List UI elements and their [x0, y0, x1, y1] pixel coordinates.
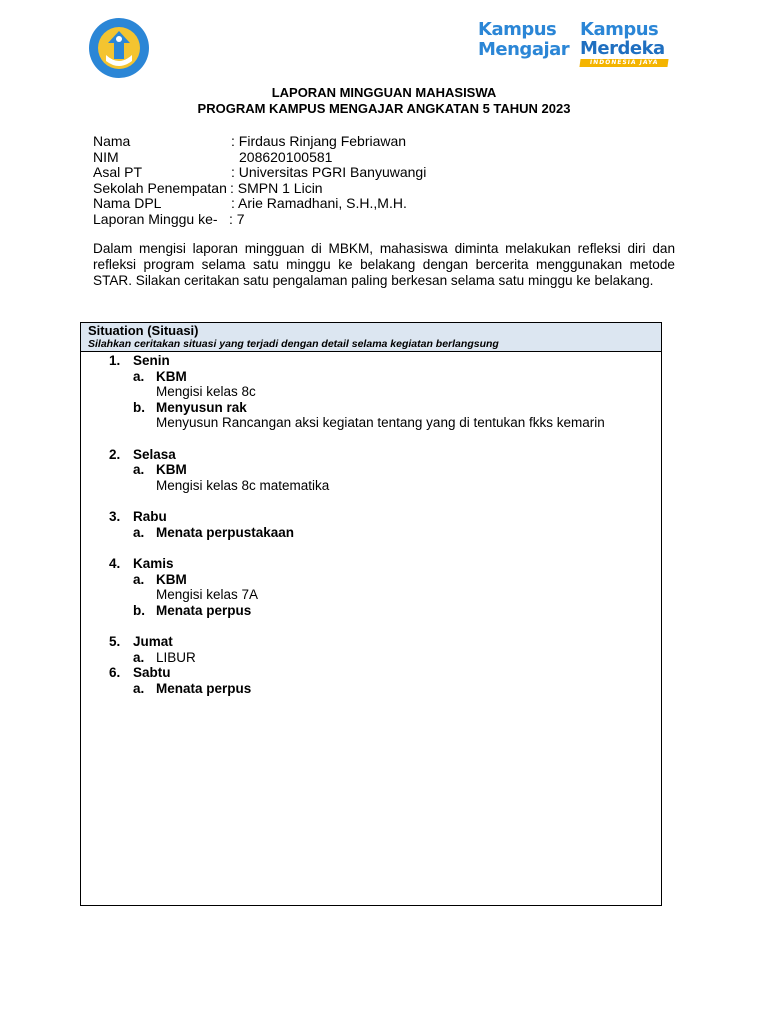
report-subtitle: PROGRAM KAMPUS MENGAJAR ANGKATAN 5 TAHUN 2023: [197, 101, 571, 116]
item-title: KBM: [156, 368, 187, 384]
day-name: Kamis: [133, 556, 174, 571]
day-number: 1.: [109, 353, 121, 368]
kampus-mengajar-line1: Kampus: [478, 19, 557, 40]
situation-instruction: Silahkan ceritakan situasi yang terjadi dengan detail selama kegiatan berlangsung: [88, 338, 499, 350]
day-name: Senin: [133, 353, 170, 368]
day-name: Sabtu: [133, 665, 171, 680]
item-title: Menyusun rak: [156, 399, 247, 415]
kampus-merdeka-logo: [580, 20, 674, 67]
item-letter: b.: [133, 399, 145, 415]
kampus-mengajar-logo: [478, 20, 576, 60]
tut-wuri-handayani-logo: [88, 17, 150, 79]
item-letter: a.: [133, 524, 145, 540]
identity-label: Nama: [93, 133, 131, 149]
report-title: LAPORAN MINGGUAN MAHASISWA: [271, 85, 497, 100]
identity-value: : Arie Ramadhani, S.H.,M.H.: [231, 195, 407, 211]
list-item: [81, 634, 661, 665]
item-title: Menata perpus: [156, 602, 252, 618]
item-title: KBM: [156, 571, 187, 587]
day-number: 3.: [109, 509, 121, 524]
list-item: [81, 447, 661, 494]
daily-activity-list: [81, 353, 661, 696]
kampus-merdeka-line2: Merdeka: [580, 38, 665, 59]
identity-value: : Universitas PGRI Banyuwangi: [231, 164, 427, 180]
item-letter: a.: [133, 368, 145, 384]
identity-value: : Firdaus Rinjang Febriawan: [231, 133, 407, 149]
kampus-logos: [478, 20, 673, 70]
item-letter: a.: [133, 680, 145, 696]
identity-value: : 7: [229, 210, 245, 227]
identity-value: 208620100581: [239, 148, 333, 165]
item-letter: a.: [133, 462, 145, 477]
list-item: [81, 509, 661, 540]
day-name: Rabu: [133, 509, 167, 524]
item-description: Mengisi kelas 8c: [156, 384, 256, 399]
identity-label: Asal PT: [93, 164, 143, 180]
item-title: LIBUR: [156, 649, 196, 665]
item-letter: a.: [133, 571, 145, 587]
situation-header: [81, 323, 661, 352]
item-title: Menata perpus: [156, 680, 252, 696]
intro-paragraph: Dalam mengisi laporan mingguan di MBKM, mahasiswa diminta melakukan refleksi diri dan refleksi program selama satu minggu ke belakang dengan bercerita menggunakan metode STAR. Silakan ceritakan satu pengalaman paling berkesan selama satu minggu ke belakang.: [93, 241, 675, 288]
identity-label: NIM: [93, 148, 119, 165]
list-item: [81, 665, 661, 696]
identity-label: Sekolah Penempatan: [93, 179, 227, 196]
item-letter: a.: [133, 649, 145, 665]
kampus-merdeka-tag: INDONESIA JAYA: [579, 59, 668, 67]
situation-heading: Situation (Situasi): [88, 323, 199, 338]
identity-label: Laporan Minggu ke-: [93, 210, 218, 227]
day-number: 2.: [109, 446, 121, 462]
identity-label: Nama DPL: [93, 195, 162, 211]
item-title: KBM: [156, 462, 187, 477]
kampus-merdeka-line1: Kampus: [580, 19, 659, 40]
item-letter: b.: [133, 602, 145, 618]
kampus-mengajar-line2: Mengajar: [478, 39, 570, 60]
day-number: 6.: [109, 665, 121, 680]
item-title: Menata perpustakaan: [156, 524, 295, 540]
list-item: [81, 353, 661, 431]
day-number: 5.: [109, 634, 121, 649]
day-name: Jumat: [133, 634, 173, 649]
item-description: Mengisi kelas 7A: [156, 587, 259, 602]
situation-box: [80, 322, 662, 906]
day-name: Selasa: [133, 446, 176, 462]
list-item: [81, 556, 661, 618]
item-description: Menyusun Rancangan aksi kegiatan tentang yang di tentukan fkks kemarin: [156, 415, 605, 430]
item-description: Mengisi kelas 8c matematika: [156, 477, 330, 493]
day-number: 4.: [109, 556, 121, 571]
identity-value: : SMPN 1 Licin: [230, 179, 323, 196]
